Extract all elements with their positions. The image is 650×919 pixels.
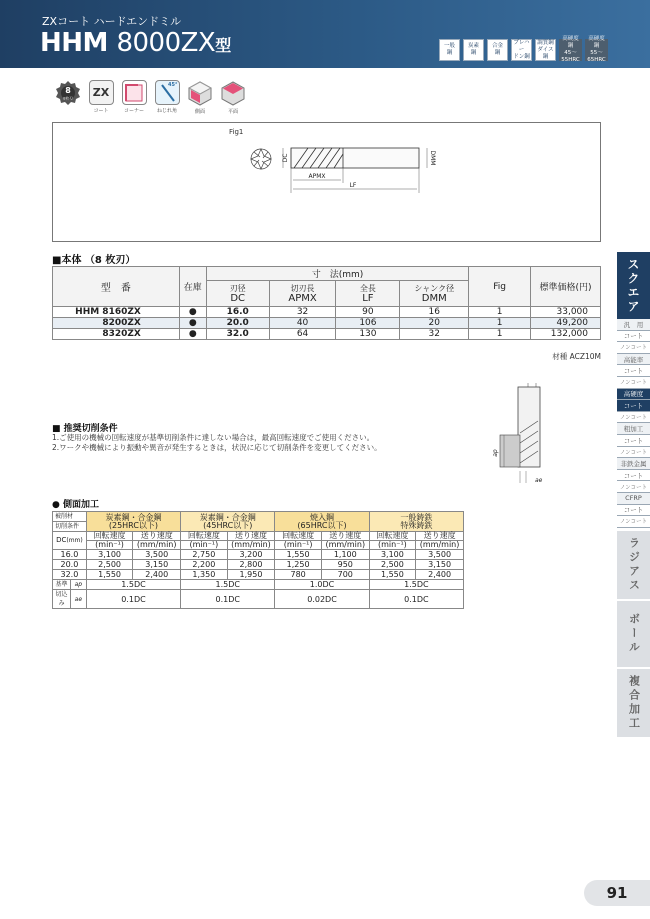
dc-header: 刃径 DC — [206, 281, 269, 307]
sharp-corner-icon — [124, 83, 144, 103]
table-row: 8200ZX ● 20.0 40 106 20 1 49,200 — [53, 318, 601, 329]
feature-icons — [55, 80, 246, 115]
material-1: 炭素鋼・合金鋼 (25HRC以下) — [86, 512, 180, 532]
material-grade: 材種 ACZ10M — [552, 352, 601, 361]
material-badges — [439, 36, 608, 63]
dc-dimension-label: DC — [282, 153, 289, 163]
tab-square[interactable]: スクエア — [617, 252, 650, 319]
flute-label: 8枚刃 — [63, 96, 73, 101]
subtab-item[interactable]: 汎 用 — [617, 319, 650, 331]
technical-drawing — [52, 122, 601, 242]
lf-header: 全長 LF — [336, 281, 400, 307]
material-badge: 合金 鋼 — [487, 39, 508, 61]
material-badge: 調質鋼 ダイス鋼 — [535, 39, 556, 61]
tab-combined[interactable]: 複合加工 — [617, 667, 650, 737]
zx-coat-box: ZX — [89, 80, 114, 105]
note-2: 2.ワークや機械により振動や異音が発生するときは，状況に応じて切削条件を変更してください。 — [52, 443, 382, 452]
title-suffix: 型 — [215, 36, 231, 55]
subtab-item[interactable]: ノンコート — [617, 447, 650, 459]
material-badge: プレハー ドン鋼 — [511, 39, 532, 61]
side-cutting-icon — [187, 80, 213, 106]
flute-count-icon — [55, 80, 81, 106]
table-row: 16.0 3,100 3,500 2,750 3,200 1,550 1,100 3,100 3,500 — [53, 550, 464, 560]
subtab-item[interactable]: 粗加工 — [617, 423, 650, 435]
spec-table — [52, 266, 601, 340]
title-model: 8000ZX — [116, 28, 216, 58]
subtab-item[interactable]: ノンコート — [617, 377, 650, 389]
face-cut-icon — [220, 80, 246, 115]
subtab-item[interactable]: コート — [617, 435, 650, 447]
material-badge: 一般 鋼 — [439, 39, 460, 61]
ae-label: ae — [535, 477, 543, 484]
page-title — [40, 28, 231, 58]
condition-label: 切削条件 — [53, 522, 87, 532]
side-cut-label: 側面 — [194, 109, 205, 115]
material-badge: 炭素 鋼 — [463, 39, 484, 61]
dmm-header: シャンク径 DMM — [400, 281, 469, 307]
price-header: 標準価格(円) — [531, 267, 601, 307]
helix-icon — [154, 80, 180, 114]
material-4: 一般鋳鉄 特殊鋳鉄 — [369, 512, 463, 532]
section-sidebar — [617, 68, 650, 868]
cutting-diagram-icon — [490, 383, 550, 493]
corner-icon — [121, 80, 147, 114]
face-cut-label: 平面 — [227, 109, 238, 115]
subtab-item[interactable]: CFRP — [617, 493, 650, 505]
subtab-item[interactable]: 高能率 — [617, 354, 650, 366]
tab-radius[interactable]: ラジアス — [617, 529, 650, 599]
apmx-header: 切刃長 APMX — [269, 281, 336, 307]
body-section-title: ■本体 （8 枚刃） — [52, 255, 136, 266]
subtab-item[interactable]: ノンコート — [617, 481, 650, 493]
material-3: 焼入鋼 (65HRC以下) — [275, 512, 369, 532]
subtab-item[interactable]: コート — [617, 400, 650, 412]
subtab-item[interactable]: ノンコート — [617, 342, 650, 354]
subtab-item[interactable]: コート — [617, 331, 650, 343]
table-row: 32.0 1,550 2,400 1,350 1,950 780 700 1,550 2,400 — [53, 570, 464, 580]
page-header — [0, 0, 650, 68]
helix-angle-icon — [158, 83, 178, 103]
table-row: 20.0 2,500 3,150 2,200 2,800 1,250 950 2,500 3,150 — [53, 560, 464, 570]
dmm-dimension-label: DMM — [429, 150, 436, 166]
material-badge: 高硬度鋼 55〜65HRC — [585, 39, 608, 61]
side-cut-icon — [187, 80, 213, 115]
model-header: 型 番 — [53, 267, 180, 307]
coat-icon — [88, 80, 114, 114]
fig-label: Fig1 — [229, 128, 244, 136]
table-row: HHM 8160ZX ● 16.0 32 90 16 1 33,000 — [53, 307, 601, 318]
page-number: 91 — [584, 880, 650, 906]
dc-label: DC(mm) — [53, 532, 87, 550]
coat-label: コート — [93, 108, 109, 114]
material-2: 炭素鋼・合金鋼 (45HRC以下) — [181, 512, 275, 532]
series-name: ZXコート ハードエンドミル — [42, 15, 182, 28]
subtab-list — [617, 319, 650, 528]
subtab-item[interactable]: ノンコート — [617, 516, 650, 528]
cutting-conditions-table: 被削材 炭素鋼・合金鋼 (25HRC以下) 炭素鋼・合金鋼 (45HRC以下) 焼入鋼 (65HRC以下) 一般鋳鉄 特殊鋳鉄 切削条件 DC(mm) 回転速度 送り速度 回転速度 送り速度 回転速度 送り速度 回転速度 送り速度 (min⁻¹) (mm/min) (min⁻¹) (mm/min) (min⁻¹) (mm/min) (min⁻¹) (mm/min) 16.0 3,100 3,500 2,750 3,200 1,550 1,100 3,100 3,500 20.0 2,500 3,150 2,200 2,800 1,250 950 2,500 3,150 32.0 1,550 2,400 1,350 1,950 780 700 1,550 2,400 基準 ap 1.5DC 1.5DC 1.0DC 1.5DC 切込み ae 0.1DC 0.1DC 0.02DC 0.1DC — [52, 511, 464, 609]
corner-label: コーナー — [123, 108, 144, 114]
conditions-notes — [52, 433, 382, 453]
subtab-item[interactable]: コート — [617, 505, 650, 517]
subtab-item[interactable]: コート — [617, 365, 650, 377]
title-prefix: HHM — [40, 28, 117, 58]
fig-header: Fig — [469, 267, 531, 307]
note-1: 1.ご使用の機械の回転速度が基準切削条件に達しない場合は，最高回転速度でご使用ください。 — [52, 433, 375, 442]
dimensions-header: 寸 法(mm) — [206, 267, 468, 281]
material-badge: 高硬度鋼 45〜55HRC — [559, 39, 582, 61]
subtab-item[interactable]: 非鉄金属 — [617, 458, 650, 470]
flute-number: 8 — [65, 86, 71, 95]
apmx-dimension-label: APMX — [308, 173, 326, 180]
workpiece-label: 被削材 — [53, 512, 87, 522]
face-cutting-icon — [220, 80, 246, 106]
subtab-item[interactable]: コート — [617, 470, 650, 482]
table-row: 8320ZX ● 32.0 64 130 32 1 132,000 — [53, 329, 601, 340]
subtab-item[interactable]: 高硬度 — [617, 389, 650, 401]
subtab-item[interactable]: ノンコート — [617, 412, 650, 424]
end-mill-drawing-icon — [53, 123, 602, 243]
helix-angle: 45° — [168, 82, 178, 88]
stock-header: 在庫 — [179, 267, 206, 307]
conditions-title: ■ 推奨切削条件 — [52, 424, 118, 434]
tab-ball[interactable]: ボール — [617, 599, 650, 667]
ap-label: ap — [492, 449, 499, 457]
lf-dimension-label: LF — [349, 182, 357, 189]
side-cut-title: ● 側面加工 — [52, 500, 99, 510]
helix-label: ねじれ角 — [156, 108, 177, 114]
flute-gear-icon — [55, 80, 81, 106]
